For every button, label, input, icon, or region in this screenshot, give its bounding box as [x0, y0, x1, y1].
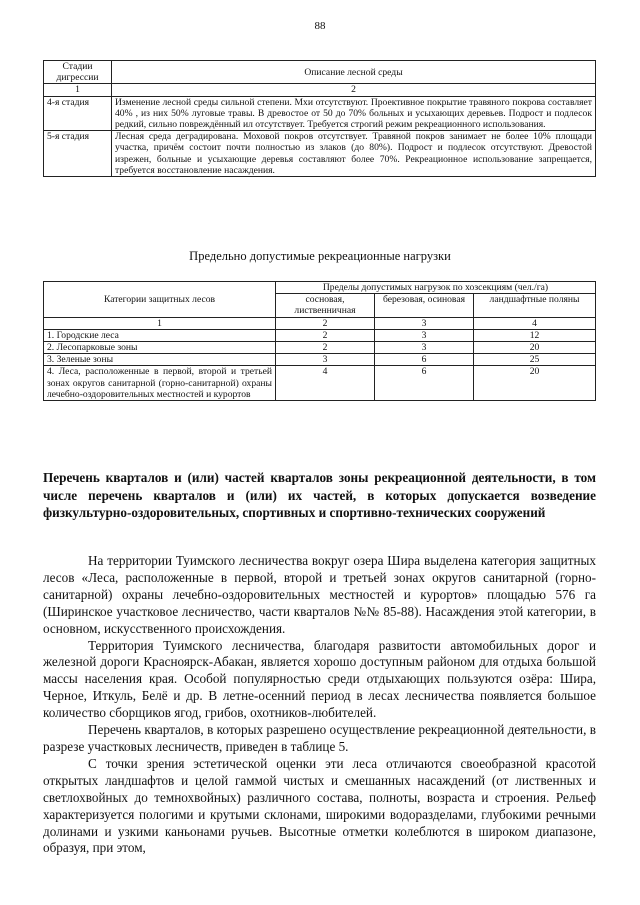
page-number: 88 [314, 20, 326, 32]
column-number: 4 [474, 317, 596, 329]
column-number: 1 [44, 317, 276, 329]
category-cell: 3. Зеленые зоны [44, 354, 276, 366]
column-number: 1 [44, 84, 112, 96]
paragraph: Перечень кварталов, в которых разрешено осуществление рекреационной деятельности, в разрезе участковых лесничеств, приведен в таблице 5. [43, 722, 596, 754]
column-number: 2 [112, 84, 596, 96]
body-text [43, 553, 596, 857]
column-number-row [44, 84, 596, 96]
header-limits-cell: Пределы допустимых нагрузок по хозсекциям (чел./га) [276, 282, 596, 294]
table-row [44, 366, 596, 401]
column-number: 3 [375, 317, 474, 329]
value-cell: 6 [375, 354, 474, 366]
column-number-row [44, 317, 596, 329]
value-cell: 3 [375, 329, 474, 341]
value-cell: 25 [474, 354, 596, 366]
paragraph: Территория Туимского лесничества, благодаря развитости автомобильных дорог и железной дороги Красноярск-Абакан, является хорошо доступным районом для отдыха большой массы населения края. Особой популярностью среди отдыхающих пользуются озёра: Шира, Черное, Иткуль, Белё и др. В летне-осенний период в лесах лесничества появляется большое количество сборщиков ягод, грибов, охотников-любителей. [43, 637, 596, 721]
description-cell: Изменение лесной среды сильной степени. Мхи отсутствуют. Проективное покрытие травяного покрова составляет 40% , из них 50% луговые травы. В древостое от 50 до 70% больных и усыхающих деревьев. Подрост и подлесок редкий, сильно повреждённый ил отсутствует. Требуется строгий режим рекреационного использования. [112, 96, 596, 131]
value-cell: 2 [276, 342, 375, 354]
stage-cell: 5-я стадия [44, 131, 112, 177]
table-row [44, 342, 596, 354]
value-cell: 3 [375, 342, 474, 354]
category-cell: 4. Леса, расположенные в первой, второй и третьей зонах округов санитарной (горно-санитарной) охраны лечебно-оздоровительных местностей и курортов [44, 366, 276, 401]
paragraph: С точки зрения эстетической оценки эти леса отличаются своеобразной красотой открытых ландшафтов и целой гаммой чистых и смешанных насаждений (от лиственных и светлохвойных до темнохвойных) различного состава, полноты, возраста и строения. Рельеф характеризуется пологими и крутыми склонами, широкими водоразделами, глубокими речными долинами и узкими каньонами ручьев. Высотные отметки колеблются в широком диапазоне, образуя, при этом, [43, 755, 596, 856]
table-header-row [44, 282, 596, 294]
category-cell: 2. Лесопарковые зоны [44, 342, 276, 354]
recreational-loads-table [43, 281, 596, 401]
table-row [44, 96, 596, 131]
table-row [44, 354, 596, 366]
value-cell: 2 [276, 329, 375, 341]
table-row [44, 131, 596, 177]
value-cell: 3 [276, 354, 375, 366]
subheader-cell: березовая, осиновая [375, 294, 474, 317]
column-number: 2 [276, 317, 375, 329]
subheader-cell: сосновая, лиственничная [276, 294, 375, 317]
category-cell: 1. Городские леса [44, 329, 276, 341]
value-cell: 20 [474, 342, 596, 354]
value-cell: 20 [474, 366, 596, 401]
header-stage-cell: Стадии дигрессии [44, 61, 112, 84]
section-heading: Перечень кварталов и (или) частей кварталов зоны рекреационной деятельности, в том числе перечень кварталов и (или) их частей, в которых допускается возведение физкультурно-оздоровительных, спортивных и спортивно-технических сооружений [43, 470, 596, 521]
value-cell: 6 [375, 366, 474, 401]
subheader-cell: ландшафтные поляны [474, 294, 596, 317]
value-cell: 12 [474, 329, 596, 341]
header-category-cell: Категории защитных лесов [44, 282, 276, 318]
table-row [44, 329, 596, 341]
table-header-row [44, 61, 596, 84]
paragraph: На территории Туимского лесничества вокруг озера Шира выделена категория защитных лесов «Леса, расположенные в первой, второй и третьей зонах округов санитарной (горно-санитарной) охраны лечебно-оздоровительных местностей и курортов» площадью 576 га (Ширинское участковое лесничество, части кварталов №№ 85-88). Насаждения этой категории, в основном, искусственного происхождения. [43, 553, 596, 636]
table-title: Предельно допустимые рекреационные нагрузки [189, 249, 451, 263]
header-description-cell: Описание лесной среды [112, 61, 596, 84]
value-cell: 4 [276, 366, 375, 401]
description-cell: Лесная среда деградирована. Моховой покров отсутствует. Травяной покров занимает не более 10% площади участка, причём состоит почти полностью из злаков (до 80%). Подрост и подлесок отсутствуют. Древостой изрежен, больные и усыхающие деревья составляют более 70%. Рекреационное использование запрещается, требуется восстановление насаждения. [112, 131, 596, 177]
digression-stages-table [43, 60, 596, 177]
stage-cell: 4-я стадия [44, 96, 112, 131]
